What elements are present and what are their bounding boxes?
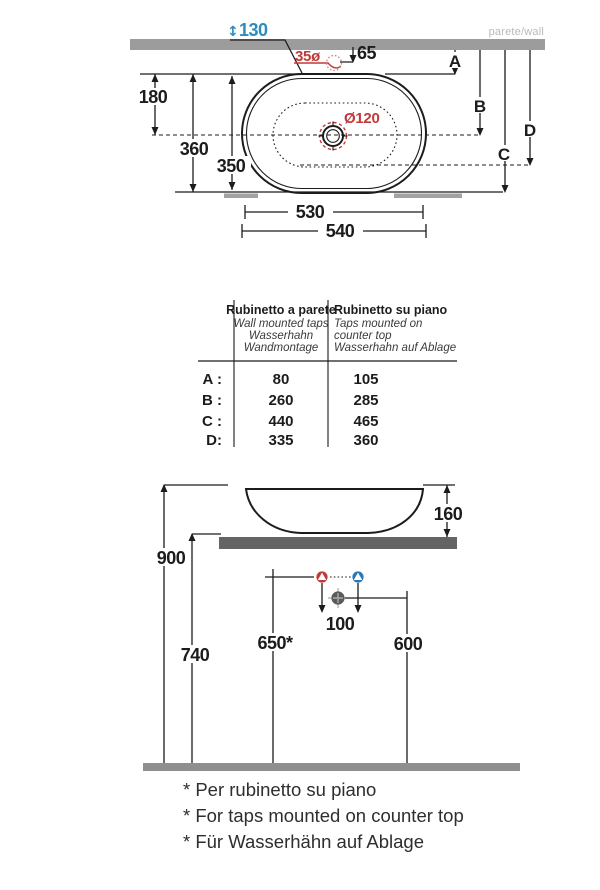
row-wall-value: 80 [272, 371, 290, 388]
basin-side-profile [246, 489, 423, 533]
col1-header-sub3: Wandmontage [243, 342, 319, 354]
row-label: C : [202, 413, 222, 430]
dim-180: 180 [138, 87, 168, 107]
dim-350: 350 [216, 156, 246, 176]
footnote-german: * Für Wasserhähn auf Ablage [183, 831, 424, 852]
row-label: D: [206, 432, 222, 449]
table-row [202, 392, 379, 409]
dim-900-line [164, 485, 228, 763]
dim-650: 650* [257, 633, 293, 653]
dim-900: 900 [156, 548, 186, 568]
row-label: B : [202, 392, 222, 409]
dim-530: 530 [295, 202, 325, 222]
basin-inner-rim [247, 79, 422, 189]
dim-160: 160 [433, 504, 463, 524]
counter-edge-left [224, 194, 258, 199]
ref-label-b: B [473, 97, 487, 116]
dim-650-line [265, 569, 314, 763]
ref-label-a: A [448, 52, 462, 71]
dim-740: 740 [180, 645, 210, 665]
col2-header-sub3: Wasserhahn auf Ablage [334, 342, 457, 354]
dim-540: 540 [325, 221, 355, 241]
table-row [202, 413, 379, 430]
row-wall-value: 260 [268, 392, 294, 409]
floor-bar [143, 763, 520, 771]
drain-diameter-label: Ø120 [344, 110, 380, 127]
ref-label-c: C [497, 145, 511, 164]
plan-view [130, 20, 545, 241]
counter-edge-right [394, 194, 462, 199]
col2-header-sub2: counter top [334, 330, 392, 342]
row-counter-value: 360 [353, 432, 379, 449]
counter-slab [219, 537, 457, 549]
hole-diameter-label: 35ø [295, 48, 320, 65]
row-counter-value: 285 [353, 392, 379, 409]
side-view [143, 484, 520, 771]
wall-label: parete/wall [488, 26, 544, 38]
drain-outer-circle [323, 126, 343, 146]
cold-water-icon [352, 571, 363, 582]
ref-a-line [385, 50, 455, 74]
row-label: A : [202, 371, 222, 388]
footnote-english: * For taps mounted on counter top [183, 805, 464, 826]
row-wall-value: 335 [268, 432, 294, 449]
col2-header-sub1: Taps mounted on [334, 318, 423, 330]
height-arrow-icon: ↕ [227, 24, 239, 40]
row-counter-value: 465 [353, 413, 379, 430]
col2-header-title: Rubinetto su piano [334, 303, 448, 317]
dim-530-lines [245, 205, 423, 219]
dim-130: 130 [239, 20, 268, 40]
wall-bar [130, 39, 545, 50]
table-row [203, 371, 379, 388]
row-counter-value: 105 [353, 371, 379, 388]
basin-outer-rim [242, 74, 426, 193]
ref-label-d: D [523, 121, 537, 140]
col1-header-sub2: Wasserhahn [248, 330, 314, 342]
footnotes [183, 779, 464, 852]
table-row [206, 432, 378, 449]
hot-water-icon [316, 571, 327, 582]
dim-65: 65 [357, 43, 377, 63]
footnote-italian: * Per rubinetto su piano [183, 779, 377, 800]
col1-header-title: Rubinetto a parete [226, 303, 336, 317]
row-wall-value: 440 [268, 413, 294, 430]
dim-100: 100 [325, 614, 355, 634]
dimension-table [198, 300, 457, 449]
dim-600: 600 [393, 634, 423, 654]
dim-600-line [345, 591, 407, 763]
dim-360: 360 [179, 139, 209, 159]
drain-inner-circle [327, 130, 340, 143]
col1-header-sub1: Wall mounted taps [233, 318, 329, 330]
